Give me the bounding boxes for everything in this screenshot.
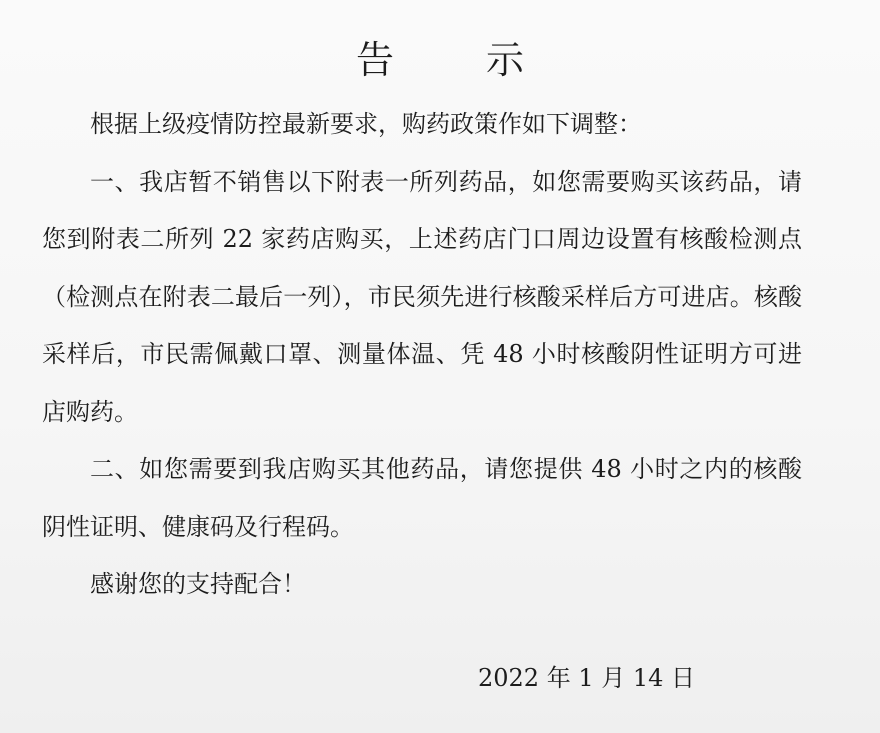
notice-date: 2022 年 1 月 14 日 <box>478 664 696 692</box>
notice-title: 告 示 <box>355 38 565 82</box>
intro-paragraph: 根据上级疫情防控最新要求，购药政策作如下调整： <box>90 110 642 138</box>
notice-body <box>42 96 802 614</box>
thanks-paragraph: 感谢您的支持配合！ <box>90 570 306 598</box>
policy-paragraph-two: 二、如您需要到我店购买其他药品，请您提供 48 小时之内的核酸阴性证明、健康码及行程码。 <box>42 455 802 541</box>
policy-paragraph-one: 一、我店暂不销售以下附表一所列药品，如您需要购买该药品，请您到附表二所列 22 家药店购买，上述药店门口周边设置有核酸检测点（检测点在附表二最后一列），市民须先进行核酸采样后方可进店。核酸采样后，市民需佩戴口罩、测量体温、凭 48 小时核酸阴性证明方可进店购药。 <box>42 167 802 426</box>
